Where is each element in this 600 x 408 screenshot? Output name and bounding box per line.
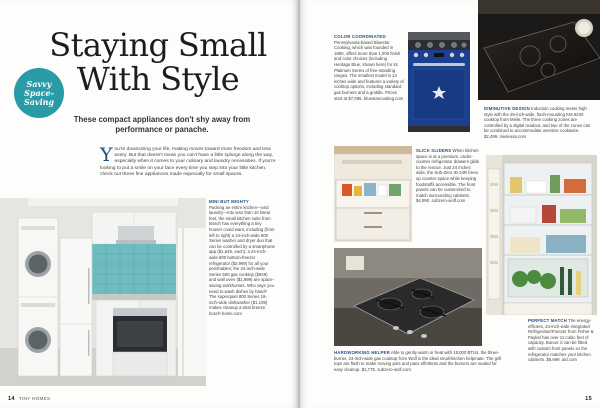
perfect-match-heading: PERFECT MATCH — [528, 318, 568, 323]
savvy-space-saving-badge — [14, 68, 64, 118]
diminutive-design-text: Induction cooking meets high style with the 25-inch-wide, flush-mounting KM 6230 cooktop from Miele. The three cooking zones are controlled by a digital readout, and two of the zones can be combined to accommodate oversize cookware. $2,499. mieleusa.com — [484, 106, 591, 139]
wolf-cooktop-photo — [334, 248, 482, 346]
bosch-kitchen-photo — [0, 198, 206, 386]
mini-but-mighty-text: Packing an entire kitchen—and laundry—into less than 10 linear feet, the small kitchen suite from Bosch has everything a tiny houser could want, including (from left to right) a 24-inch-wide 800 Series washer and dryer duo that can be controlled by a smartphone app ($1,649, each); a 24-inch-wide 800 bottom-freezer refrigerator ($2,999) for all your perishables; the 24-inch-wide Series 500 gas cooktop ($949) and wall oven ($1,999) are space-saving workhorses. Who says you need to wash dishes by hand? The superquiet 800 Series 18-inch-wide dishwasher ($1,199) makes cleanup a total breeze. bosch-home.com — [209, 204, 275, 316]
hardworking-helper-caption — [334, 350, 504, 372]
perfect-match-text: The energy-efficient, 24-inch-wide integrated Refrigerator/Freezer from Fisher & Paykel has over 11 cubic feet of capacity. Bonus: it can be fitted with custom front panels so the refrigerator matches your kitchen cabinets. $6,699. aid.com — [528, 318, 594, 363]
left-footer — [4, 396, 50, 402]
badge-text: Savvy Space-Saving — [23, 78, 55, 107]
right-page-number: 15 — [585, 396, 592, 402]
article-title: Staying Small With Style — [49, 26, 267, 98]
intro-text: ou're downsizing your life, making moves toward more freedom and less worry. But that doesn't mean you can't have a little splurge along the way, especially when it comes to your culinary and laundry necessities. If you're looking to put a smile on your face every time you step into your little kitchen, check out these fine appliances made especially for small spaces. — [100, 147, 276, 177]
hardworking-helper-text: Able to gently warm or heat with 18,000 BTUs, the three-burner, 24-inch-wide gas cooktop from Wolf is the ideal small-kitchen helpmate. The grill tops are flush to make moving pots and pans effortless and the burners are sealed for easy cleanup. $1,775. subzero-wolf.com — [334, 350, 502, 372]
miele-cooktop-photo — [478, 0, 600, 100]
slick-sliders-caption — [416, 148, 480, 204]
gutter-divider — [298, 0, 300, 408]
refrigerator-illustration — [486, 155, 597, 315]
slick-sliders-heading: SLICK SLIDERS — [416, 148, 452, 153]
magazine-name: TINY HOMES — [18, 396, 51, 401]
subzero-drawers-photo — [334, 146, 412, 242]
induction-cooktop-illustration — [478, 0, 600, 100]
perfect-match-caption — [528, 318, 594, 363]
gas-cooktop-illustration — [334, 248, 482, 346]
refrigerator-drawers-illustration — [334, 146, 412, 242]
mini-but-mighty-caption — [209, 199, 275, 316]
fisher-paykel-refrigerator-photo — [486, 155, 597, 315]
hardworking-helper-heading: HARDWORKING HELPER — [334, 350, 390, 355]
article-deck: These compact appliances don't shy away from performance or panache. — [73, 115, 251, 134]
diminutive-design-caption — [484, 106, 594, 140]
left-page-number: 14 — [8, 396, 15, 402]
mini-but-mighty-heading: MINI BUT MIGHTY — [209, 199, 249, 204]
left-page — [0, 0, 298, 408]
color-coordinated-heading: COLOR COORDINATED — [334, 34, 386, 39]
slick-sliders-text: When kitchen space is at a premium, under-counter refrigerator drawers glide to the rescue. Just 24 inches wide, the Sub-Zero ID-24R frees up counter space while keeping foodstuffs accessible. The front panels can be customized to match surrounding cabinets. $4,990. subzero-wolf.com — [416, 148, 480, 204]
intro-paragraph — [100, 144, 278, 178]
right-page — [300, 0, 600, 408]
color-coordinated-caption — [334, 34, 404, 101]
drop-cap: Y — [100, 144, 113, 166]
right-footer — [581, 396, 596, 402]
bluestar-range-photo — [404, 30, 474, 136]
color-coordinated-text: Pennsylvania-based Bluestar Cooking, which was founded in 1880, offers more than 1,000 finish and color choices (including Heritage Blue, shown here) for its Platinum Series of free-standing ranges. The smallest model is 24 inches wide and features a variety of cooktop options, including standard gas burners and a griddle. Prices start at $7,095. bluestarcooking.com — [334, 39, 404, 101]
kitchen-suite-illustration — [0, 198, 206, 386]
blue-range-illustration — [404, 30, 474, 136]
diminutive-design-heading: DIMINUTIVE DESIGN — [484, 106, 530, 111]
